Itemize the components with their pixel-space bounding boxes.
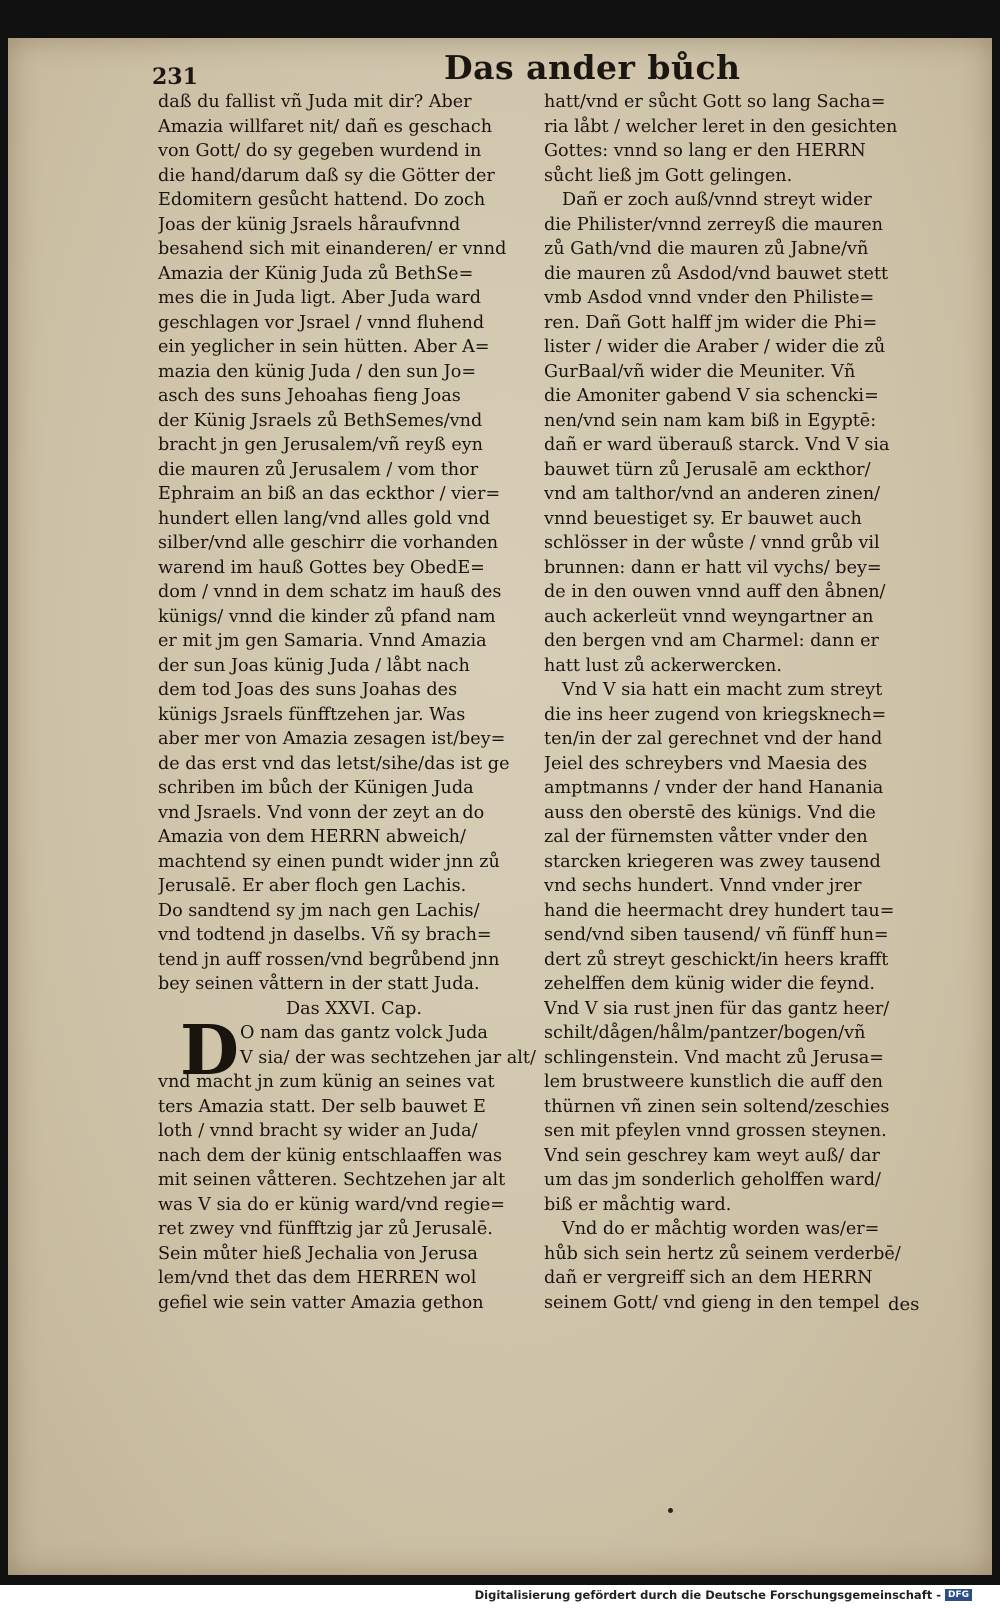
text-line: zal der fürnemsten våtter vnder den bbox=[544, 827, 868, 847]
text-line: vnnd beuestiget sy. Er bauwet auch bbox=[544, 508, 862, 529]
text-line: um das jm sonderlich geholffen ward/ bbox=[544, 1170, 881, 1190]
text-line: hatt/vnd er sůcht Gott so lang Sacha= bbox=[544, 92, 886, 112]
right-text-column bbox=[544, 90, 940, 1315]
text-line: asch des suns Jehoahas fieng Joas bbox=[158, 386, 461, 406]
text-line: die ins heer zugend von kriegsknech= bbox=[544, 704, 887, 725]
text-line: nach dem der künig entschlaaffen was bbox=[158, 1145, 503, 1166]
text-line: zehelffen dem künig wider die feynd. bbox=[544, 974, 875, 994]
text-line: ria låbt / welcher leret in den gesichten bbox=[544, 116, 898, 137]
left-text-column bbox=[158, 90, 550, 1315]
text-line: mazia den künig Juda / den sun Jo= bbox=[158, 361, 477, 382]
text-line: Gottes: vnnd so lang er den HERRN bbox=[544, 141, 866, 161]
text-line: seinem Gott/ vnd gieng in den tempel bbox=[544, 1292, 880, 1313]
text-line: der Künig Jsraels zů BethSemes/vnd bbox=[158, 410, 483, 431]
text-line: aber mer von Amazia zesagen ist/bey= bbox=[158, 729, 506, 749]
text-line: gefiel wie sein vatter Amazia gethon bbox=[158, 1292, 484, 1313]
running-head: Das ander bůch bbox=[444, 48, 741, 87]
text-line: die Amoniter gabend V sia schencki= bbox=[544, 386, 879, 406]
text-line: vnd am talthor/vnd an anderen zinen/ bbox=[544, 484, 881, 504]
text-line: Dañ er zoch auß/vnnd streyt wider bbox=[562, 190, 872, 210]
text-line: schlösser in der wůste / vnnd grůb vil bbox=[544, 533, 880, 553]
text-line: Do sandtend sy jm nach gen Lachis/ bbox=[158, 900, 480, 921]
text-line: machtend sy einen pundt wider jnn zů bbox=[158, 851, 500, 872]
text-line: den bergen vnd am Charmel: dann er bbox=[544, 631, 879, 651]
text-line: silber/vnd alle geschirr die vorhanden bbox=[158, 533, 499, 553]
text-line: de in den ouwen vnnd auff den åbnen/ bbox=[544, 582, 886, 602]
text-line: starcken kriegeren was zwey tausend bbox=[544, 851, 881, 872]
page-number: 231 bbox=[152, 64, 198, 90]
text-line: Amazia willfaret nit/ dañ es geschach bbox=[158, 116, 493, 137]
text-line: hundert ellen lang/vnd alles gold vnd bbox=[158, 508, 491, 529]
text-line: ters Amazia statt. Der selb bauwet E bbox=[158, 1096, 486, 1117]
text-line: hatt lust zů ackerwercken. bbox=[544, 655, 782, 676]
text-line: vnd todtend jn daselbs. Vñ sy brach= bbox=[158, 925, 492, 945]
text-line: O nam das gantz volck Juda bbox=[240, 1023, 488, 1043]
text-line: mit seinen våtteren. Sechtzehen jar alt bbox=[158, 1170, 506, 1190]
text-line: Jerusalē. Er aber floch gen Lachis. bbox=[158, 876, 467, 896]
digitization-credit bbox=[475, 1588, 972, 1602]
text-line: Jeiel des schreybers vnd Maesia des bbox=[544, 753, 868, 774]
text-line: künigs Jsraels fünfftzehen jar. Was bbox=[158, 704, 466, 725]
text-line: die mauren zů Jerusalem / vom thor bbox=[158, 459, 479, 480]
text-line: bauwet türn zů Jerusalē am eckthor/ bbox=[544, 459, 871, 480]
text-line: der sun Joas künig Juda / låbt nach bbox=[158, 655, 470, 676]
dfg-logo: DFG bbox=[945, 1589, 972, 1601]
text-line: Amazia der Künig Juda zů BethSe= bbox=[158, 263, 474, 284]
text-line: dem tod Joas des suns Joahas des bbox=[158, 680, 458, 700]
text-line: Edomitern gesůcht hattend. Do zoch bbox=[158, 190, 486, 210]
text-line: schlingenstein. Vnd macht zů Jerusa= bbox=[544, 1047, 885, 1068]
text-line: vnd macht jn zum künig an seines vat bbox=[158, 1072, 495, 1092]
text-line: mes die in Juda ligt. Aber Juda ward bbox=[158, 288, 481, 308]
text-line: lem brustweere kunstlich die auff den bbox=[544, 1072, 883, 1092]
text-line: ein yeglicher in sein hütten. Aber A= bbox=[158, 337, 490, 357]
text-line: auss den oberstē des künigs. Vnd die bbox=[544, 802, 876, 823]
text-line: Sein můter hieß Jechalia von Jerusa bbox=[158, 1243, 478, 1264]
text-line: Vnd do er måchtig worden was/er= bbox=[562, 1219, 880, 1239]
text-line: amptmanns / vnder der hand Hanania bbox=[544, 778, 884, 798]
text-line: vnd sechs hundert. Vnnd vnder jrer bbox=[544, 876, 862, 896]
text-line: dom / vnnd in dem schatz im hauß des bbox=[158, 582, 502, 602]
text-line: warend im hauß Gottes bey ObedE= bbox=[158, 557, 485, 578]
text-line: ten/in der zal gerechnet vnd der hand bbox=[544, 729, 883, 749]
chapter-heading: Das XXVI. Cap. bbox=[286, 998, 422, 1019]
text-line: biß er måchtig ward. bbox=[544, 1194, 732, 1215]
text-line: thürnen vñ zinen sein soltend/zeschies bbox=[544, 1096, 890, 1117]
text-line: de das erst vnd das letst/sihe/das ist ge bbox=[158, 753, 510, 774]
text-line: von Gott/ do sy gegeben wurdend in bbox=[158, 141, 482, 161]
text-line: geschlagen vor Jsrael / vnnd fluhend bbox=[158, 312, 485, 333]
text-line: dert zů streyt geschickt/in heers krafft bbox=[544, 949, 889, 970]
text-line: lem/vnd thet das dem HERREN wol bbox=[158, 1268, 477, 1288]
text-line: besahend sich mit einanderen/ er vnnd bbox=[158, 239, 507, 259]
text-line: loth / vnnd bracht sy wider an Juda/ bbox=[158, 1121, 478, 1141]
text-line: bey seinen våttern in der statt Juda. bbox=[158, 974, 480, 994]
text-line: schilt/dågen/hålm/pantzer/bogen/vñ bbox=[544, 1023, 866, 1043]
text-line: dañ er ward überauß starck. Vnd V sia bbox=[544, 435, 890, 455]
text-line: Vnd V sia rust jnen für das gantz heer/ bbox=[544, 998, 890, 1019]
text-line: er mit jm gen Samaria. Vnnd Amazia bbox=[158, 631, 487, 651]
text-line: schriben im bůch der Künigen Juda bbox=[158, 778, 474, 798]
text-line: was V sia do er künig ward/vnd regie= bbox=[158, 1194, 506, 1215]
text-line: dañ er vergreiff sich an dem HERRN bbox=[544, 1268, 873, 1288]
text-line: auch ackerleüt vnnd weyngartner an bbox=[544, 606, 874, 627]
text-line: ret zwey vnd fünfftzig jar zů Jerusalē. bbox=[158, 1219, 493, 1239]
text-line: V sia/ der was sechtzehen jar alt/ bbox=[240, 1047, 536, 1068]
text-line: vnd Jsraels. Vnd vonn der zeyt an do bbox=[158, 802, 485, 823]
text-line: GurBaal/vñ wider die Meuniter. Vñ bbox=[544, 361, 856, 382]
text-line: die mauren zů Asdod/vnd bauwet stett bbox=[544, 263, 889, 284]
text-line: die Philister/vnnd zerreyß die mauren bbox=[544, 214, 883, 235]
text-line: hand die heermacht drey hundert tau= bbox=[544, 900, 895, 921]
book-page bbox=[8, 38, 992, 1575]
text-line: hůb sich sein hertz zů seinem verderbē/ bbox=[544, 1243, 901, 1264]
text-line: send/vnd siben tausend/ vñ fünff hun= bbox=[544, 925, 889, 945]
text-line: nen/vnd sein nam kam biß in Egyptē: bbox=[544, 410, 877, 431]
text-line: künigs/ vnnd die kinder zů pfand nam bbox=[158, 606, 496, 627]
credit-text: Digitalisierung gefördert durch die Deutsche Forschungsgemeinschaft - bbox=[474, 1588, 941, 1602]
ink-dot bbox=[668, 1508, 673, 1513]
drop-cap-initial: D bbox=[180, 1011, 239, 1091]
text-line: Vnd V sia hatt ein macht zum streyt bbox=[562, 680, 883, 700]
text-line: sůcht ließ jm Gott gelingen. bbox=[544, 165, 793, 186]
text-line: sen mit pfeylen vnnd grossen steynen. bbox=[544, 1121, 887, 1141]
text-line: brunnen: dann er hatt vil vychs/ bey= bbox=[544, 557, 882, 578]
text-line: daß du fallist vñ Juda mit dir? Aber bbox=[158, 92, 472, 112]
text-line: Joas der künig Jsraels håraufvnnd bbox=[158, 214, 461, 235]
text-line: lister / wider die Araber / wider die zů bbox=[544, 337, 886, 357]
text-line: ren. Dañ Gott halff jm wider die Phi= bbox=[544, 312, 878, 333]
catchword: des bbox=[888, 1294, 920, 1315]
text-line: bracht jn gen Jerusalem/vñ reyß eyn bbox=[158, 435, 484, 455]
text-line: zů Gath/vnd die mauren zů Jabne/vñ bbox=[544, 239, 869, 259]
text-line: Ephraim an biß an das eckthor / vier= bbox=[158, 484, 501, 504]
text-line: vmb Asdod vnnd vnder den Philiste= bbox=[544, 288, 875, 308]
text-line: die hand/darum daß sy die Götter der bbox=[158, 165, 495, 186]
text-line: Vnd sein geschrey kam weyt auß/ dar bbox=[544, 1145, 880, 1166]
text-line: tend jn auff rossen/vnd begrůbend jnn bbox=[158, 949, 500, 970]
chapter-opening bbox=[158, 1011, 550, 1315]
text-line: Amazia von dem HERRN abweich/ bbox=[158, 827, 466, 847]
